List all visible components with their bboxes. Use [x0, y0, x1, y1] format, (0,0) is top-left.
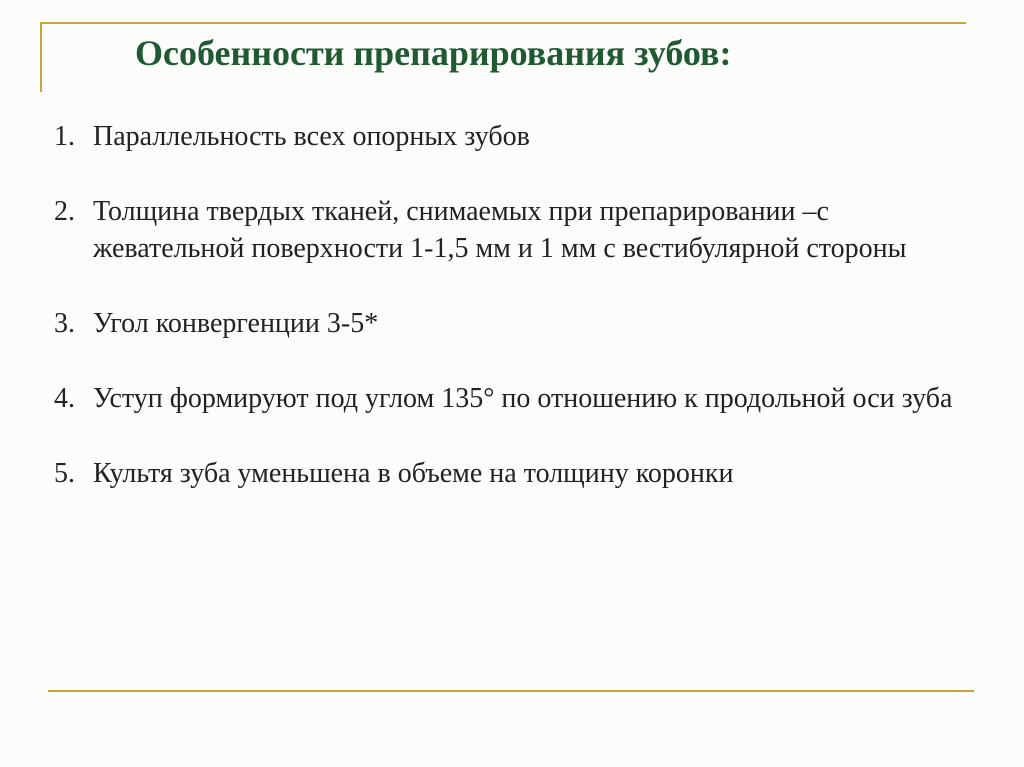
- list-item-text: Культя зуба уменьшена в объеме на толщину коронки: [93, 458, 734, 489]
- slide-title: Особенности препарирования зубов:: [135, 33, 732, 73]
- list-item-text: Угол конвергенции 3-5*: [93, 308, 379, 339]
- list-item: [54, 380, 954, 417]
- list-item-number: 2.: [54, 196, 75, 227]
- bottom-accent-line: [48, 690, 974, 692]
- list-item: [54, 305, 954, 342]
- list-item-number: 4.: [54, 383, 75, 414]
- list-item: [54, 118, 954, 155]
- list-item-number: 1.: [54, 121, 75, 152]
- list-item-number: 5.: [54, 458, 75, 489]
- left-accent-line: [40, 22, 42, 92]
- list-item-number: 3.: [54, 308, 75, 339]
- list-item: [54, 455, 954, 492]
- list-item: [54, 193, 954, 267]
- requirements-list: [54, 118, 954, 492]
- list-item-text: Уступ формируют под углом 135° по отношению к продольной оси зуба: [93, 383, 953, 414]
- top-accent-line: [40, 22, 966, 24]
- list-item-text: Толщина твердых тканей, снимаемых при препарировании –с жевательной поверхности 1-1,5 мм и 1 мм с вестибулярной стороны: [93, 196, 907, 264]
- list-item-text: Параллельность всех опорных зубов: [93, 121, 530, 152]
